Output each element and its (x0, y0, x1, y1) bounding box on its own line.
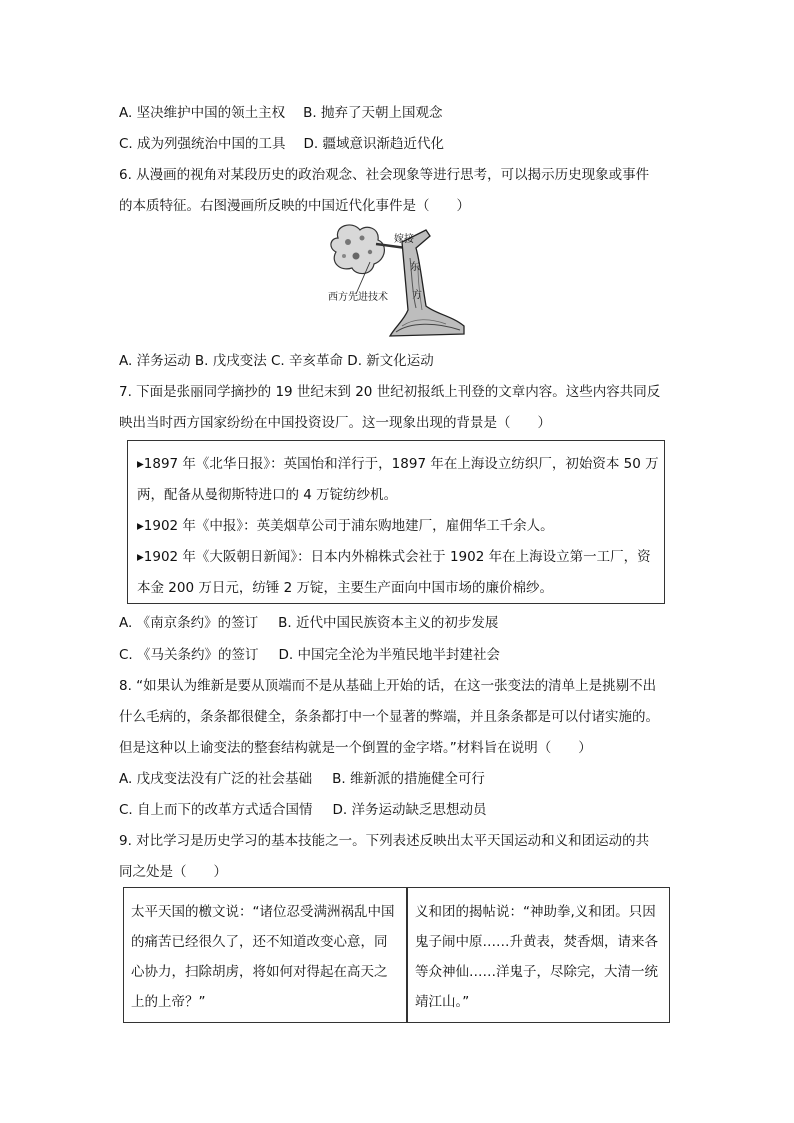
left-cell-line-3: 心协力，扫除胡虏，将如何对得起在高天之 (131, 964, 388, 980)
q8-stem-line-3: 但是这种以上谕变法的整套结构就是一个倒置的金字塔。”材料旨在说明（ ） (119, 740, 592, 756)
right-cell-line-1: 义和团的揭帖说：“神助拳,义和团。只因 (415, 904, 656, 920)
q5-option-b: B. 抛弃了天朝上国观念 (303, 105, 443, 121)
q8-options-row-1 (119, 769, 485, 789)
q6-options: A. 洋务运动 B. 戊戌变法 C. 辛亥革命 D. 新文化运动 (119, 353, 434, 369)
q9-stem-line-1: 9. 对比学习是历史学习的基本技能之一。下列表述反映出太平天国运动和义和团运动的共 (119, 833, 650, 849)
q7-options-row-1 (119, 613, 498, 633)
tech-label: 西方先进技术 (328, 292, 388, 303)
graft-label: 嫁接 (394, 234, 414, 245)
q7-option-b: B. 近代中国民族资本主义的初步发展 (278, 615, 499, 631)
left-cell-line-1: 太平天国的檄文说：“诸位忍受满洲祸乱中国 (131, 904, 395, 920)
right-cell-line-3: 等众神仙……洋鬼子，尽除完，大清一统 (415, 964, 658, 980)
q5-options-row-1 (119, 103, 442, 123)
q6-stem-line-1: 6. 从漫画的视角对某段历史的政治观念、社会现象等进行思考，可以揭示历史现象或事件 (119, 167, 650, 183)
grafting-cartoon-illustration (326, 222, 468, 340)
q8-option-a: A. 戊戌变法没有广泛的社会基础 (119, 771, 313, 787)
left-cell-line-4: 上的上帝？” (131, 994, 206, 1010)
q5-options-row-2 (119, 134, 444, 154)
trunk-label-east: 东 (410, 262, 420, 273)
q6-stem-line-2: 的本质特征。右图漫画所反映的中国近代化事件是（ ） (119, 198, 470, 214)
q7-option-d: D. 中国完全沦为半殖民地半封建社会 (278, 647, 500, 663)
q9-comparison-table (123, 887, 670, 1023)
q7-source-line-5: 本金 200 万日元，纺锤 2 万锭，主要生产面向中国市场的廉价棉纱。 (137, 580, 554, 596)
q7-option-a: A. 《南京条约》的签订 (119, 615, 259, 631)
q7-source-line-1: ▸1897 年《北华日报》：英国怡和洋行于，1897 年在上海设立纺织厂，初始资本 50 万 (137, 456, 659, 472)
q8-option-c: C. 自上而下的改革方式适合国情 (119, 802, 313, 818)
q8-options-row-2 (119, 800, 487, 820)
q8-stem-line-2: 什么毛病的，条条都很健全，条条都打中一个显著的弊端，并且条条都是可以付诸实施的。 (119, 709, 659, 725)
table-divider (406, 888, 408, 1022)
q8-stem-line-1: 8. “如果认为维新是要从顶端而不是从基础上开始的话，在这一张变法的清单上是挑剔不出 (119, 678, 657, 694)
q9-stem-line-2: 同之处是（ ） (119, 864, 227, 880)
q5-option-a: A. 坚决维护中国的领土主权 (119, 105, 286, 121)
q8-option-b: B. 维新派的措施健全可行 (332, 771, 485, 787)
foliage-blob (331, 225, 384, 274)
right-cell-line-2: 鬼子闹中原……升黄表，焚香烟，请来各 (415, 934, 658, 950)
q7-source-box (127, 440, 665, 604)
left-cell-line-2: 的痛苦已经很久了，还不知道改变心意，同 (131, 934, 388, 950)
q7-option-c: C. 《马关条约》的签订 (119, 647, 259, 663)
q8-option-d: D. 洋务运动缺乏思想动员 (332, 802, 487, 818)
right-cell-line-4: 靖江山。” (415, 994, 470, 1010)
q7-stem-line-1: 7. 下面是张丽同学摘抄的 19 世纪末到 20 世纪初报纸上刊登的文章内容。这些内容共同反 (119, 384, 661, 400)
q7-source-line-2: 两，配备从曼彻斯特进口的 4 万锭纺纱机。 (137, 487, 398, 503)
trunk-label-direction: 方 (412, 290, 422, 301)
q7-source-line-3: ▸1902 年《中报》：英美烟草公司于浦东购地建厂，雇佣华工千余人。 (137, 518, 554, 534)
q7-options-row-2 (119, 645, 500, 665)
tree-trunk (390, 230, 464, 336)
q5-option-d: D. 疆域意识渐趋近代化 (303, 136, 444, 152)
q5-option-c: C. 成为列强统治中国的工具 (119, 136, 286, 152)
q7-stem-line-2: 映出当时西方国家纷纷在中国投资设厂。这一现象出现的背景是（ ） (119, 415, 551, 431)
q7-source-line-4: ▸1902 年《大阪朝日新闻》：日本内外棉株式会社于 1902 年在上海设立第一工厂，资 (137, 549, 651, 565)
